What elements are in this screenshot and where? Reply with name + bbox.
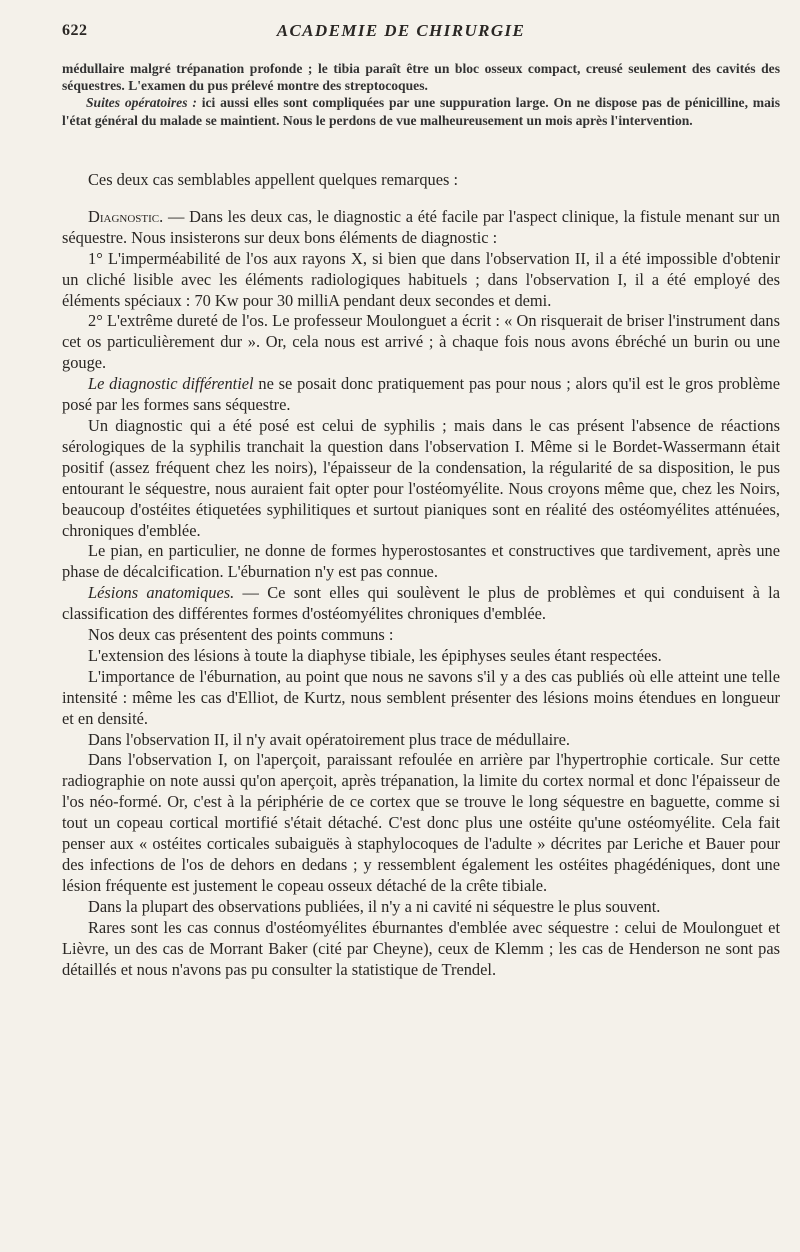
paragraph-text: — Dans les deux cas, le diagnostic a été facile par l'aspect clinique, la fistule menant sur un séquestre. Nous insisterons sur deux bons éléments de diagnostic : [62,206,780,247]
paragraph: Rares sont les cas connus d'ostéomyélites éburnantes d'emblée avec séquestre : celui de Moulonguet et Lièvre, un des cas de Morrant Baker (cité par Cheyne), ceux de Klemm ; les cas de Henderson ne sont pas détaillés et nous n'avons pas pu consulter la statistique de Trendel. [62,917,780,979]
observation-paragraph: médullaire malgré trépanation profonde ; le tibia paraît être un bloc osseux compact, creusé seulement des cavités des séquestres. L'examen du pus prélevé montre des streptocoques. [62,61,780,94]
paragraph: L'extension des lésions à toute la diaphyse tibiale, les épiphyses seules étant respectées. [88,645,662,665]
paragraph: 2° L'extrême dureté de l'os. Le professeur Moulonguet a écrit : « On risquerait de briser l'instrument dans cet os particulièrement dur ». Or, cela nous est arrivé ; à chaque fois nous avons ébréché un burin ou une gouge. [62,311,780,373]
paragraph [62,583,780,625]
paragraph: Dans la plupart des observations publiées, il n'y a ni cavité ni séquestre le plus souvent. [88,896,661,916]
section-heading: Suites opératoires : [86,95,197,111]
observation-end [62,60,780,129]
paragraph: L'importance de l'éburnation, au point que nous ne savons s'il y a des cas publiés où elle atteint une telle intensité : même les cas d'Elliot, de Kurtz, nous semblent présenter des lésions moins étendues en longueur et en densité. [62,666,780,728]
paragraph: Nos deux cas présentent des points communs : [88,625,394,645]
paragraph: Dans l'observation II, il n'y avait opératoirement plus trace de médullaire. [88,729,570,749]
section-heading: Lésions anatomiques. [88,583,235,603]
paragraph: 1° L'imperméabilité de l'os aux rayons X, si bien que dans l'observation II, il a été impossible d'obtenir un cliché lisible avec les éléments radiologiques habituels ; dans l'observation I, il a été employé des éléments spéciaux : 70 Kw pour 30 milliA pendant deux secondes et demi. [62,248,780,310]
paragraph: Dans l'observation I, on l'aperçoit, paraissant refoulée en arrière par l'hypertrophie corticale. Sur cette radiographie on note aussi qu'on aperçoit, après trépanation, la limite du cortex normal et donc l'épaisseur de l'os néo-formé. Or, c'est à la périphérie de ce cortex que se trouve le long séquestre en baguette, comme si tout un copeau cortical mortifié s'était détaché. C'est donc plus une ostéite qu'une ostéomyélite. Cela fait penser aux « ostéites corticales subaiguës à staphylocoques de l'adulte » décrites par Leriche et Bauer pour des infections de l'os de dehors en dedans ; y ressemblent également les ostéites phagédéniques, dont une lésion fréquente est justement le copeau osseux détaché de la crête tibiale. [62,750,780,895]
main-text [62,170,780,980]
paragraph: Un diagnostic qui a été posé est celui de syphilis ; mais dans le cas présent l'absence de réactions sérologiques de la syphilis tranchait la question dans l'observation I. Même si le Bordet-Wassermann était positif (assez fréquent chez les noirs), l'épaisseur de la condensation, la régularité de sa disposition, le pus entourant le séquestre, nous auraient fait opter pour l'ostéomyélite. Nous croyons même que, chez les Noirs, beaucoup d'ostéites étiquetées syphilitiques et surtout pianiques sont en réalité des ostéomyélites atténuées, chroniques d'emblée. [62,415,780,540]
paragraph [62,207,780,249]
page-number: 622 [62,22,88,39]
observation-paragraph [62,94,780,128]
paragraph-text: ne se posait donc pratiquement pas pour nous ; alors qu'il est le gros problème posé par les formes sans séquestre. [62,374,781,415]
running-title: ACADEMIE DE CHIRURGIE [276,21,526,40]
paragraph [62,374,780,416]
paragraph: Le pian, en particulier, ne donne de formes hyperostosantes et constructives que tardivement, après une phase de décalcification. L'éburnation n'y est pas connue. [62,541,780,582]
paragraph-text: ici aussi elles sont compliquées par une suppuration large. On ne dispose pas de pénicilline, mais l'état général du malade se maintient. Nous le perdons de vue malheureusement un mois après l'intervention. [62,95,780,128]
section-heading: Le diagnostic différentiel [88,374,254,394]
page-header [62,18,780,44]
paragraph-text: — Ce sont elles qui soulèvent le plus de problèmes et qui conduisent à la classification des différentes formes d'ostéomyélites chroniques d'emblée. [62,583,780,624]
section-heading: Diagnostic. [88,206,164,226]
lead-paragraph: Ces deux cas semblables appellent quelques remarques : [88,170,459,189]
